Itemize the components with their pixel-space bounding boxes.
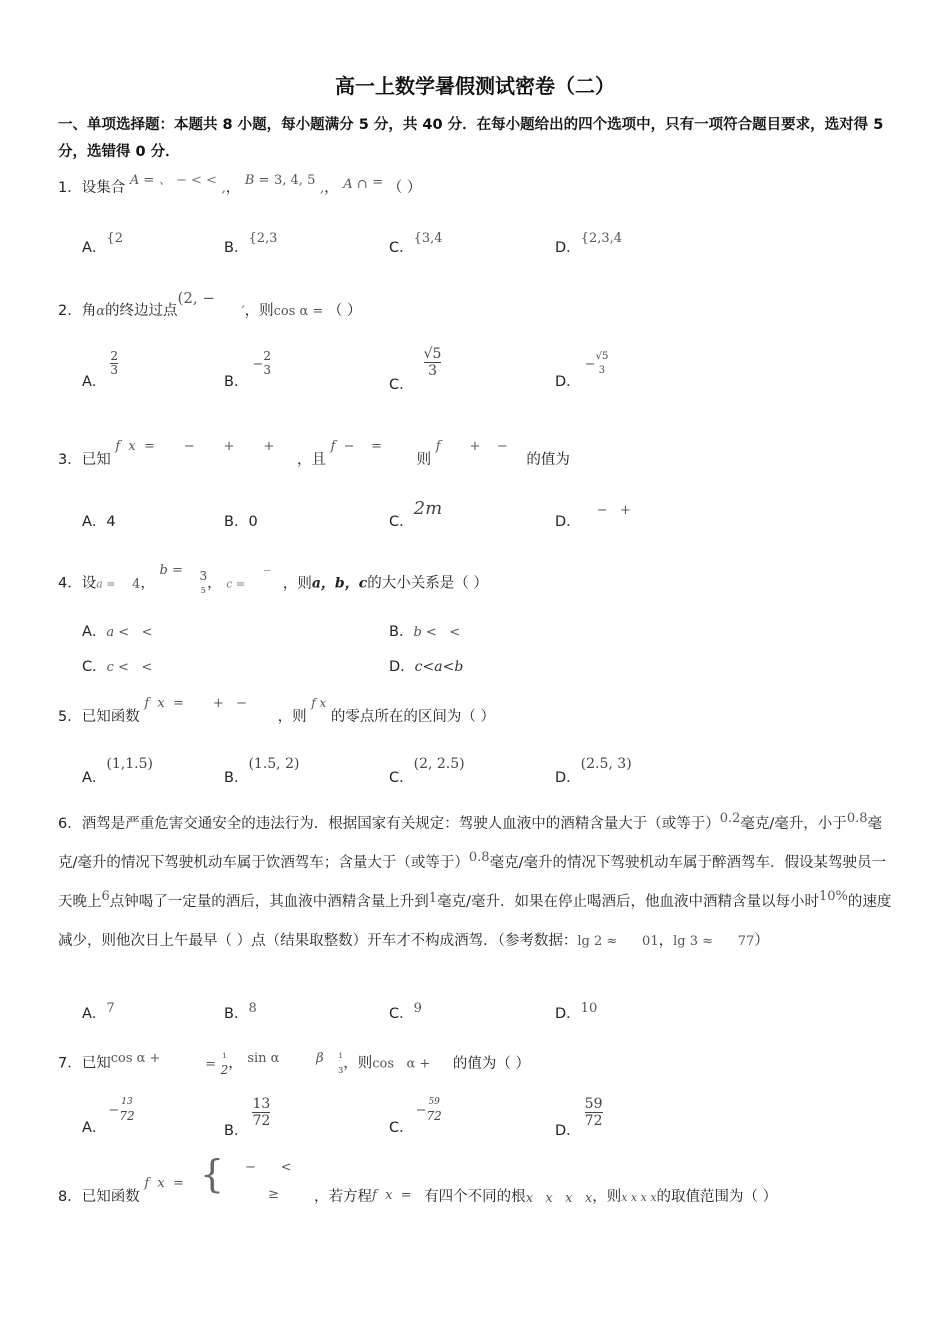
- option-math: c<a<b: [414, 659, 464, 675]
- math-fragment: ,: [319, 181, 325, 196]
- question-8: [58, 1176, 184, 1206]
- fraction-denominator: 3: [598, 365, 606, 376]
- question-number: 3．: [58, 452, 82, 468]
- question-6: [58, 805, 894, 961]
- option-math: {2,3: [248, 231, 278, 246]
- fraction-denominator: 3: [263, 363, 271, 377]
- option-label: A．: [82, 514, 107, 530]
- option-label: A．: [82, 624, 107, 640]
- option-label: A．: [82, 1006, 107, 1022]
- fraction-denominator: 72: [426, 1109, 442, 1123]
- option-a[interactable]: [82, 620, 153, 641]
- option-math: (2.5, 3): [580, 756, 632, 772]
- question-text: ，: [140, 575, 155, 592]
- option-math: − +: [596, 503, 631, 518]
- math-fragment: A ∩: [343, 177, 368, 192]
- question-text: 的值为: [526, 452, 570, 468]
- question-text: 设: [81, 575, 97, 592]
- option-label: B．: [224, 240, 249, 256]
- question-text: 的取值范围为（ ）: [656, 1189, 778, 1205]
- question-2: [58, 289, 362, 320]
- fraction-numerator: 59: [584, 1096, 603, 1112]
- math-fragment: β: [316, 1050, 324, 1066]
- option-math: 8: [248, 1001, 257, 1016]
- option-d[interactable]: [555, 503, 631, 531]
- question-text: ，: [324, 180, 339, 196]
- option-math: {2,3,4: [580, 231, 623, 246]
- fraction-numerator: 13: [252, 1096, 271, 1112]
- exam-title: 高一上数学暑假测试密卷（二）: [335, 74, 615, 98]
- option-math: 2m: [413, 498, 443, 519]
- option-math: {2: [106, 231, 123, 246]
- fraction-numerator: 2: [263, 349, 271, 363]
- option-label: D．: [555, 514, 581, 530]
- math-value: 1: [428, 891, 438, 906]
- option-c[interactable]: [389, 756, 465, 787]
- math-fragment: f x = − + +: [115, 439, 275, 454]
- question-number: 6．: [58, 816, 82, 832]
- math-value: 10%: [818, 889, 848, 904]
- option-label: C．: [389, 240, 414, 256]
- option-b[interactable]: [224, 1096, 271, 1139]
- question-text: ，若方程: [314, 1189, 372, 1205]
- question-text: ，则: [343, 1055, 373, 1072]
- math-fragment: ′: [241, 304, 245, 319]
- math-value: 0.2: [719, 811, 741, 826]
- fraction-numerator: √5: [423, 346, 442, 362]
- fraction-numerator: √5: [595, 351, 609, 362]
- math-fragment: 3, 4, 5: [274, 173, 316, 188]
- question-text: 毫克/毫升的情况下驾驶机动车属于饮酒驾车；含量大于（或等于）: [58, 816, 882, 871]
- question-text: ）: [754, 933, 769, 949]
- fraction-denominator: 72: [252, 1113, 271, 1129]
- option-math: 10: [580, 1001, 598, 1016]
- option-math: a < <: [106, 625, 153, 640]
- option-value: 4: [106, 514, 116, 530]
- math-fragment: 4: [132, 576, 141, 592]
- option-sign: −: [584, 356, 596, 372]
- question-text: ，则: [592, 1189, 622, 1205]
- math-fragment: x x x x: [525, 1191, 593, 1206]
- math-fragment: =: [372, 175, 384, 190]
- option-a[interactable]: [82, 510, 116, 531]
- option-label: A．: [82, 770, 107, 786]
- math-fragment: sin α: [247, 1050, 280, 1066]
- math-fragment: f − =: [330, 439, 382, 454]
- option-label: C．: [389, 514, 414, 530]
- question-text: 点钟喝了一定量的酒后，其血液中酒精含量上升到: [109, 894, 429, 910]
- option-b[interactable]: [224, 756, 300, 787]
- question-number: 4．: [58, 575, 82, 592]
- question-5: [58, 696, 495, 726]
- math-fragment: ‾: [263, 568, 271, 584]
- option-label: C．: [389, 376, 414, 393]
- math-fragment: c =: [226, 577, 246, 591]
- option-label: C．: [82, 659, 107, 675]
- fraction-denominator: 72: [119, 1109, 135, 1123]
- question-text: ，则: [277, 709, 307, 725]
- option-label: B．: [389, 624, 414, 640]
- option-math: (2, 2.5): [413, 756, 465, 772]
- question-number: 1．: [58, 180, 82, 196]
- option-math: 7: [106, 1001, 115, 1016]
- fraction-denominator: 72: [584, 1113, 603, 1129]
- option-math: (1.5, 2): [248, 756, 300, 772]
- option-sign: −: [252, 356, 264, 372]
- option-c[interactable]: [389, 231, 443, 257]
- question-text: 已知: [81, 1055, 111, 1072]
- option-sign: −: [108, 1102, 120, 1118]
- option-c[interactable]: [82, 655, 152, 676]
- option-label: D．: [555, 373, 581, 390]
- option-d[interactable]: [555, 1002, 597, 1023]
- math-fragment: α: [96, 304, 106, 319]
- option-math: {3,4: [413, 231, 443, 246]
- option-a[interactable]: [82, 1002, 115, 1023]
- fraction-numerator: 13: [121, 1097, 133, 1107]
- option-label: C．: [389, 1119, 414, 1136]
- question-text: 的速度减少，则他次日上午最早（ ）点（结果取整数）开车才不构成酒驾．（参考数据：: [58, 894, 892, 949]
- question-text: 已知函数: [81, 1189, 140, 1205]
- question-text: ，则: [282, 575, 312, 592]
- math-value: lg 2 ≈ 01: [577, 934, 659, 949]
- math-value: lg 3 ≈ 77: [673, 934, 755, 949]
- question-text: 毫克/毫升，小于: [740, 816, 847, 832]
- option-a[interactable]: [82, 756, 153, 787]
- option-label: D．: [555, 240, 581, 256]
- option-label: B．: [224, 770, 249, 786]
- math-fragment: f x: [311, 696, 327, 710]
- answer-paren: （ ）: [387, 180, 422, 196]
- question-3: [58, 439, 570, 469]
- fraction-numerator: 1: [222, 1052, 227, 1060]
- option-label: B．: [224, 1006, 249, 1022]
- option-math: (1,1.5): [106, 756, 153, 772]
- option-a[interactable]: [82, 349, 119, 390]
- question-text: 的大小关系是（ ）: [367, 575, 488, 592]
- question-4: [58, 562, 488, 597]
- math-fragment: f x =: [144, 1176, 184, 1191]
- question-text: 则: [416, 452, 432, 468]
- option-d[interactable]: [555, 756, 632, 787]
- option-label: D．: [555, 1122, 581, 1139]
- option-b[interactable]: [224, 349, 271, 390]
- question-text: 已知函数: [81, 709, 140, 725]
- option-a[interactable]: [82, 1096, 135, 1136]
- question-text: 毫克/毫升．如果在停止喝酒后，他血液中酒精含量以每小时: [437, 894, 819, 910]
- option-label: C．: [389, 1006, 414, 1022]
- option-label: B．: [224, 514, 249, 530]
- option-sign: −: [415, 1102, 427, 1118]
- question-1: [58, 173, 422, 197]
- question-text: ，则: [244, 303, 274, 319]
- fraction-denominator: 2: [220, 1063, 229, 1077]
- math-fragment: cos α +: [110, 1050, 161, 1066]
- option-label: A．: [82, 240, 107, 256]
- fraction-denominator: 3: [428, 363, 437, 379]
- question-text: 的终边过点: [105, 303, 178, 319]
- math-fragment: 、 − < <: [158, 173, 217, 188]
- question-text: 毫克/毫升的情况下驾驶机动车属于醉酒驾车．假设某驾驶员一天晚上: [58, 855, 886, 910]
- option-math: b < <: [413, 625, 461, 640]
- question-text: ，: [228, 1055, 243, 1072]
- math-fragment: f x = + −: [144, 696, 248, 711]
- math-fragment: x x x x: [621, 1191, 657, 1204]
- option-d[interactable]: [555, 1096, 603, 1139]
- option-a[interactable]: [82, 231, 123, 257]
- option-c[interactable]: [389, 1002, 422, 1023]
- fraction-numerator: 3: [199, 569, 208, 583]
- option-b[interactable]: [224, 1002, 257, 1023]
- fraction-denominator: 3: [110, 363, 119, 377]
- question-text: ，且: [296, 452, 326, 468]
- fraction-numerator: 59: [428, 1097, 440, 1107]
- option-c[interactable]: [389, 1096, 442, 1136]
- math-fragment: f + −: [435, 439, 508, 454]
- math-fragment: B =: [244, 173, 270, 188]
- question-text: 的零点所在的区间为（ ）: [330, 709, 495, 725]
- option-c[interactable]: [389, 346, 442, 393]
- option-label: C．: [389, 770, 414, 786]
- math-fragment: a =: [96, 577, 116, 591]
- question-text: 有四个不同的根: [424, 1189, 526, 1205]
- option-d[interactable]: [389, 655, 463, 676]
- option-b[interactable]: [224, 510, 258, 531]
- answer-paren: （ ）: [327, 303, 362, 319]
- option-label: A．: [82, 373, 107, 390]
- option-label: B．: [224, 373, 249, 390]
- math-fragment: b =: [159, 562, 183, 578]
- piecewise-brace: {: [200, 1152, 225, 1196]
- question-8-continued: [314, 1185, 777, 1206]
- option-c[interactable]: [389, 498, 443, 531]
- question-text: ，: [207, 575, 222, 592]
- question-text: 酒驾是严重危害交通安全的违法行为．根据国家有关规定：驾驶人血液中的酒精含量大于（或等于）: [81, 816, 720, 832]
- math-fragment: cos α +: [372, 1056, 431, 1072]
- fraction-numerator: 2: [110, 349, 119, 363]
- math-fragment: ,: [221, 181, 226, 196]
- math-value: 6: [101, 889, 110, 904]
- question-number: 8．: [58, 1189, 82, 1205]
- option-b[interactable]: [224, 231, 278, 257]
- option-value: 0: [248, 514, 258, 530]
- option-b[interactable]: [389, 620, 460, 641]
- question-7: [58, 1050, 530, 1077]
- variables: a，b，c: [311, 575, 368, 592]
- option-math: 9: [413, 1001, 422, 1016]
- math-value: 0.8: [846, 811, 868, 826]
- question-number: 5．: [58, 709, 82, 725]
- math-fragment: (2, −: [177, 289, 216, 307]
- fraction-denominator: 3: [338, 1066, 344, 1075]
- piecewise-case-2: ≥: [268, 1187, 279, 1202]
- fraction-numerator: 1: [338, 1052, 343, 1060]
- option-d[interactable]: [555, 350, 609, 390]
- option-label: D．: [555, 770, 581, 786]
- option-label: A．: [82, 1119, 107, 1136]
- question-number: 2．: [58, 303, 82, 319]
- math-fragment: cos α =: [273, 304, 324, 319]
- question-text: 的值为（ ）: [452, 1055, 530, 1072]
- math-fragment: f x =: [372, 1188, 412, 1203]
- piecewise-case-1: − <: [245, 1160, 292, 1175]
- section-heading: 一、单项选择题：本题共 8 小题，每小题满分 5 分，共 40 分．在每小题给出的四个选项中，只有一项符合题目要求，选对得 5 分，选错得 0 分．: [58, 117, 884, 160]
- question-text: ，: [225, 180, 241, 196]
- question-number: 7．: [58, 1055, 82, 1072]
- fraction-denominator: 5: [200, 586, 206, 595]
- question-text: 角: [81, 303, 97, 319]
- question-text: ，: [658, 933, 674, 949]
- option-label: D．: [389, 659, 415, 675]
- question-text: 已知: [81, 452, 111, 468]
- question-text: 设集合: [81, 180, 126, 196]
- option-d[interactable]: [555, 231, 623, 257]
- option-label: B．: [224, 1122, 249, 1139]
- math-value: 0.8: [468, 850, 490, 865]
- math-fragment: A =: [129, 173, 155, 188]
- math-fragment: =: [205, 1056, 216, 1072]
- option-label: D．: [555, 1006, 581, 1022]
- option-math: c < <: [106, 660, 153, 675]
